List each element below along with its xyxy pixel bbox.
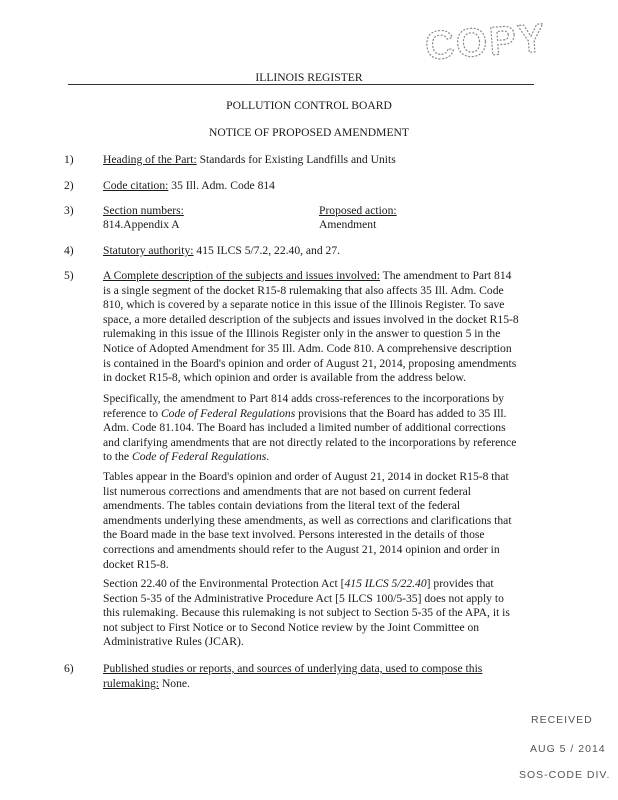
p1-line: 810, which is covered by a separate notice in this issue of the Illinois Register. To save (103, 298, 505, 312)
p4-line: not subject to First Notice or to Second Notice review by the Joint Committee on (103, 620, 480, 634)
cfr-reference: Code of Federal Regulations (160, 406, 296, 420)
board-title: POLLUTION CONTROL BOARD (226, 99, 392, 112)
notice-title: NOTICE OF PROPOSED AMENDMENT (208, 126, 409, 139)
p3-line: Tables appear in the Board's opinion and order of August 21, 2014 in docket R15-8 that (103, 470, 509, 483)
section-numbers-label: Section numbers: (103, 204, 184, 217)
received-office: SOS-CODE DIV. (519, 769, 611, 781)
p2-line: and clarifying amendments that are not directly related to the incorporations by reference (103, 435, 517, 449)
section-numbers-value: 814.Appendix A (103, 218, 180, 231)
p1-line: in docket R15-8, which opinion and order is available from the address below. (103, 371, 467, 385)
p1-line: Notice of Adopted Amendment for 35 Ill. Adm. Code 810. A comprehensive description (103, 341, 512, 355)
proposed-action-value: Amendment (319, 218, 377, 231)
p3-line: amendments. The tables contain deviations from the literal text of the federal (103, 499, 461, 513)
copy-stamp (422, 14, 548, 69)
register-title: ILLINOIS REGISTER (255, 71, 363, 84)
item-5-paragraph-2 (103, 392, 521, 465)
item-4-label: Statutory authority: (103, 244, 194, 257)
item-1-label: Heading of the Part: (103, 153, 197, 166)
item-1-text: Standards for Existing Landfills and Units (199, 153, 396, 166)
item-6-text: None. (161, 676, 190, 690)
copy-stamp-text: COPY (423, 16, 548, 69)
p1-line: is contained in the Board's opinion and order of August 21, 2014, proposing amendments (103, 356, 517, 370)
item-6-label: Published studies or reports, and sources of underlying data, used to compose this (103, 662, 483, 675)
item-2-number: 2) (64, 179, 74, 192)
item-5-paragraph-1 (103, 269, 521, 386)
item-5-paragraph-3 (103, 470, 521, 572)
p4-line: Section 5-35 of the Administrative Procedure Act [5 ILCS 100/5-35] does not apply to (103, 591, 504, 605)
p4-line: this rulemaking. Because this rulemaking is not subject to Section 5-35 of the APA, it is (103, 606, 510, 620)
item-6-number: 6) (64, 662, 74, 675)
p1-line: rulemaking in this issue of the Illinois Register only in the answer to question 5 in the (103, 327, 501, 341)
p2-text: to the (103, 450, 132, 464)
p2-text: . (266, 450, 270, 464)
p1-line: space, a more detailed description of the subjects and issues involved in the docket R15-8 (103, 312, 519, 326)
cfr-reference: Code of Federal Regulations (131, 450, 267, 464)
p3-line: corrections and amendments should refer to the August 21, 2014 opinion and order in (103, 542, 500, 556)
p1-line: is a single segment of the docket R15-8 rulemaking that also affects 35 Ill. Adm. Code (103, 283, 504, 297)
proposed-action-label: Proposed action: (319, 204, 397, 217)
p2-text: provisions that the Board has added to 35 Ill. (295, 406, 507, 420)
p2-text: reference to (103, 406, 161, 420)
p1-line: The amendment to Part 814 (382, 269, 512, 282)
p4-text: ] provides that (426, 577, 494, 590)
item-5-paragraph-4 (103, 577, 521, 650)
header-rule (68, 84, 534, 85)
received-date: AUG 5 / 2014 (530, 743, 606, 755)
item-4-text: 415 ILCS 5/7.2, 22.40, and 27. (196, 244, 341, 257)
p3-line: docket R15-8. (103, 557, 169, 571)
item-3-number: 3) (64, 204, 74, 217)
p3-line: amendments underlying these amendments, as well as corrections and clarifications that (103, 513, 512, 527)
item-2-text: 35 Ill. Adm. Code 814 (171, 179, 275, 192)
item-4-number: 4) (64, 244, 74, 257)
item-1-number: 1) (64, 153, 74, 166)
item-5-number: 5) (64, 269, 74, 282)
p4-text: Section 22.40 of the Environmental Protection Act [ (103, 577, 345, 590)
item-6-label: rulemaking: (103, 676, 160, 690)
p3-line: list numerous corrections and amendments that are not based on current federal (103, 484, 471, 498)
item-2-label: Code citation: (103, 179, 169, 192)
item-5-label: A Complete description of the subjects and issues involved: (103, 269, 380, 282)
statute-citation: 415 ILCS 5/22.40 (344, 577, 427, 590)
p3-line: the Board made in the base text involved. Persons interested in the details of those (103, 528, 485, 542)
p2-line: Adm. Code 81.104. The Board has included a limited number of additional corrections (103, 421, 506, 435)
p4-line: Administrative Rules (JCAR). (103, 635, 244, 649)
p2-line: Specifically, the amendment to Part 814 adds cross-references to the incorporations by (103, 392, 505, 405)
received-text: RECEIVED (531, 714, 593, 726)
